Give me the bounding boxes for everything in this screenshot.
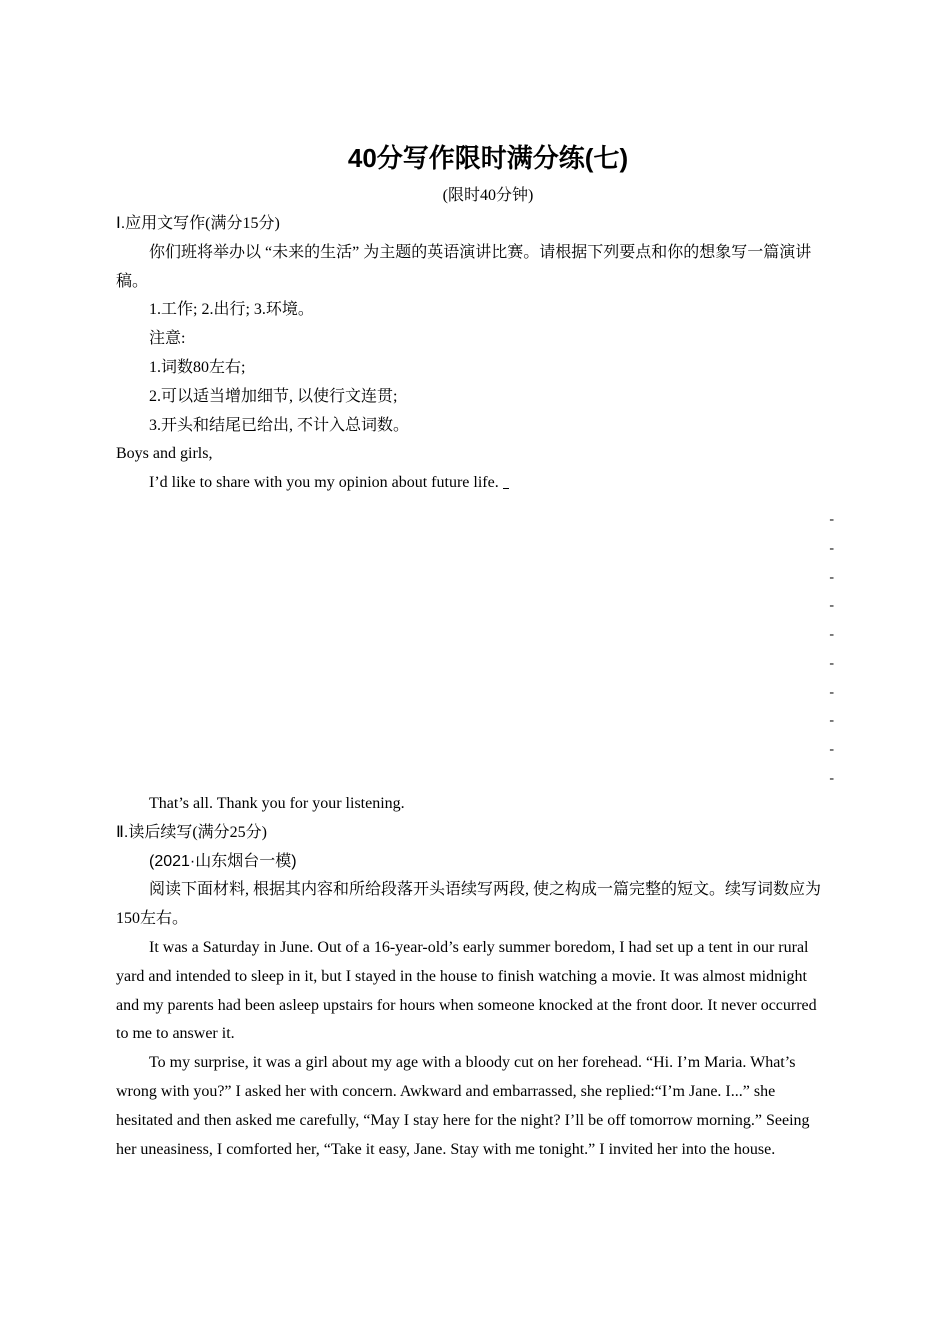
- answer-line-dash: -: [829, 569, 834, 585]
- speech-opening-line: [116, 469, 830, 498]
- section2-source: (2021·山东烟台一模): [149, 852, 297, 870]
- story-paragraph: It was a Saturday in June. Out of a 16-year-old’s early summer boredom, I had set up a tent in our rural yard and intended to sleep in it, but I stayed in the house to finish watching a movie. It was almost midnight and my parents had been asleep upstairs for hours when someone knocked at the front door. It never occurred to me to answer it.: [116, 938, 817, 1043]
- page-title: 40分写作限时满分练(七): [347, 143, 629, 173]
- answer-line-dash: -: [829, 770, 834, 786]
- answer-line-dash: -: [829, 511, 834, 527]
- speech-closing: That’s all. Thank you for your listening.: [149, 794, 405, 812]
- answer-line-dash: -: [829, 684, 834, 700]
- answer-line-dash: -: [829, 626, 834, 642]
- answer-lines[interactable]: [116, 502, 834, 790]
- answer-line-dash: -: [829, 741, 834, 757]
- speech-greeting: Boys and girls,: [116, 445, 213, 463]
- story-paragraph: To my surprise, it was a girl about my age with a bloody cut on her forehead. “Hi. I’m Maria. What’s wrong with you?” I asked her with concern. Awkward and embarrassed, she replied:“I’m Jane. I...” she hesitated and then asked me carefully, “May I stay here for the night? I’ll be off tomorrow morning.” Seeing her uneasiness, I comforted her, “Take it easy, Jane. Stay with me tonight.” I invited her into the house.: [116, 1054, 810, 1158]
- answer-line-dash: -: [829, 712, 834, 728]
- section1-title: Ⅰ.应用文写作: [116, 215, 206, 232]
- section1-instruction: 你们班将举办以 “未来的生活” 为主题的英语演讲比赛。请根据下列要点和你的想象写一篇演讲稿。: [116, 243, 812, 290]
- speech-opening: I’d like to share with you my opinion about future life.: [149, 474, 499, 492]
- note-item: 2.可以适当增加细节, 以使行文连贯;: [149, 387, 398, 405]
- section2-title: Ⅱ.读后续写: [116, 823, 193, 841]
- answer-line-dash: -: [829, 540, 834, 556]
- answer-blank-start: [503, 474, 509, 489]
- section2-score: (满分25分): [192, 823, 267, 841]
- section1-points: 1.工作; 2.出行; 3.环境。: [149, 301, 314, 319]
- note-item: 3.开头和结尾已给出, 不计入总词数。: [149, 416, 410, 434]
- time-limit: (限时40分钟): [442, 187, 534, 204]
- note-item: 1.词数80左右;: [149, 358, 246, 376]
- answer-line-dash: -: [829, 655, 834, 671]
- section2-instruction: 阅读下面材料, 根据其内容和所给段落开头语续写两段, 使之构成一篇完整的短文。续写词数应为150左右。: [116, 881, 822, 928]
- document-content: [116, 138, 834, 1164]
- section1-score: (满分15分): [205, 215, 280, 232]
- section2-heading: [116, 819, 830, 848]
- note-label: 注意:: [149, 330, 186, 348]
- section1-heading: [116, 210, 830, 239]
- answer-line-dash: -: [829, 597, 834, 613]
